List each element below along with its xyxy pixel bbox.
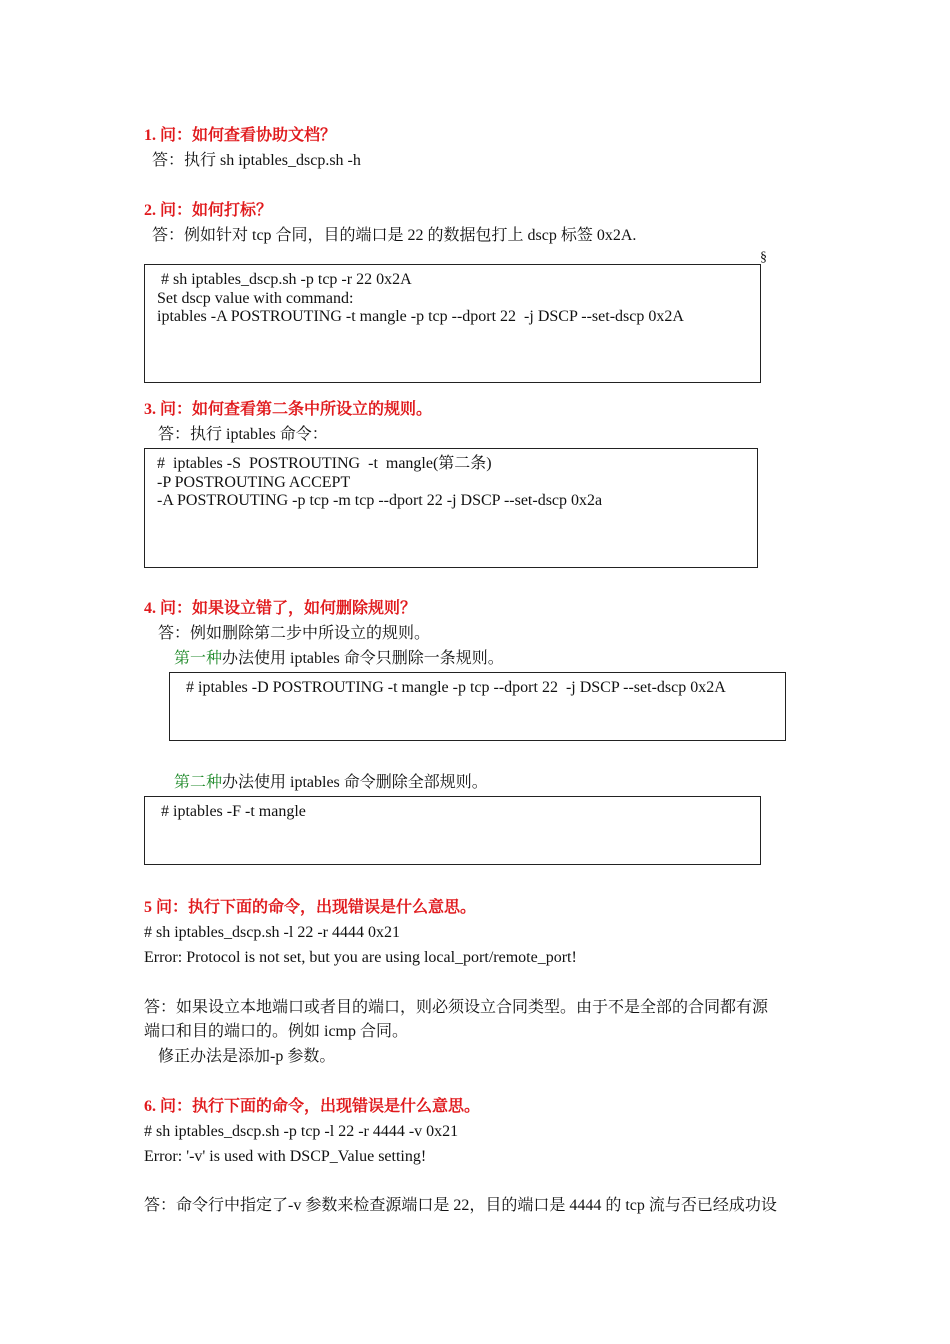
question-1: 1. 问：如何查看协助文档？ — [144, 127, 337, 144]
question-4: 4. 问：如果设立错了，如何删除规则？ — [144, 600, 417, 617]
section-mark: § — [760, 250, 767, 265]
answer-2: 答：例如针对 tcp 合同，目的端口是 22 的数据包打上 dscp 标签 0x2A. — [152, 227, 637, 244]
code-line: # iptables -D POSTROUTING -t mangle -p tcp --dport 22 -j DSCP --set-dscp 0x2A — [186, 679, 726, 696]
answer-4: 答：例如删除第二步中所设立的规则。 — [158, 625, 431, 642]
question-6: 6. 问：执行下面的命令，出现错误是什么意思。 — [144, 1098, 481, 1115]
code-line: Set dscp value with command: — [157, 289, 354, 307]
code-line: iptables -A POSTROUTING -t mangle -p tcp --dport 22 -j DSCP --set-dscp 0x2A — [157, 308, 684, 325]
answer-3: 答：执行 iptables 命令： — [158, 426, 328, 443]
code-line: # sh iptables_dscp.sh -p tcp -r 22 0x2A — [157, 271, 412, 288]
code-line: -P POSTROUTING ACCEPT — [157, 473, 351, 491]
code-line: # iptables -F -t mangle — [157, 803, 306, 820]
code-box-q3 — [144, 448, 758, 568]
method-2-text — [174, 773, 488, 793]
code-box-method-1 — [169, 672, 786, 741]
code-box-q2 — [144, 264, 761, 383]
error-5: Error: Protocol is not set, but you are using local_port/remote_port! — [144, 949, 577, 966]
error-6: Error: '-v' is used with DSCP_Value setting! — [144, 1148, 427, 1165]
code-line: -A POSTROUTING -p tcp -m tcp --dport 22 -j DSCP --set-dscp 0x2a — [157, 492, 603, 509]
code-box-method-2 — [144, 796, 761, 865]
answer-1: 答：执行 sh iptables_dscp.sh -h — [152, 152, 361, 169]
method-1-text — [174, 649, 504, 669]
method-2-highlight: 第二种 — [174, 774, 223, 791]
question-5: 5 问：执行下面的命令，出现错误是什么意思。 — [144, 899, 477, 916]
method-1-description: 办法使用 iptables 命令只删除一条规则。 — [222, 650, 504, 667]
question-3: 3. 问：如何查看第二条中所设立的规则。 — [144, 401, 433, 418]
method-1-highlight: 第一种 — [174, 650, 223, 667]
question-2: 2. 问：如何打标？ — [144, 202, 273, 219]
code-line: # iptables -S POSTROUTING -t mangle(第二条) — [157, 455, 492, 472]
answer-5-line-3: 修正办法是添加-p 参数。 — [158, 1048, 336, 1065]
answer-6-line-1: 答：命令行中指定了-v 参数来检查源端口是 22，目的端口是 4444 的 tcp 流与否已经成功设 — [144, 1197, 777, 1214]
answer-5-line-2: 端口和目的端口的。例如 icmp 合同。 — [144, 1023, 408, 1040]
answer-5-line-1: 答：如果设立本地端口或者目的端口，则必须设立合同类型。由于不是全部的合同都有源 — [144, 999, 769, 1016]
command-6: # sh iptables_dscp.sh -p tcp -l 22 -r 4444 -v 0x21 — [144, 1123, 459, 1140]
command-5: # sh iptables_dscp.sh -l 22 -r 4444 0x21 — [144, 924, 400, 941]
method-2-description: 办法使用 iptables 命令删除全部规则。 — [222, 774, 488, 791]
